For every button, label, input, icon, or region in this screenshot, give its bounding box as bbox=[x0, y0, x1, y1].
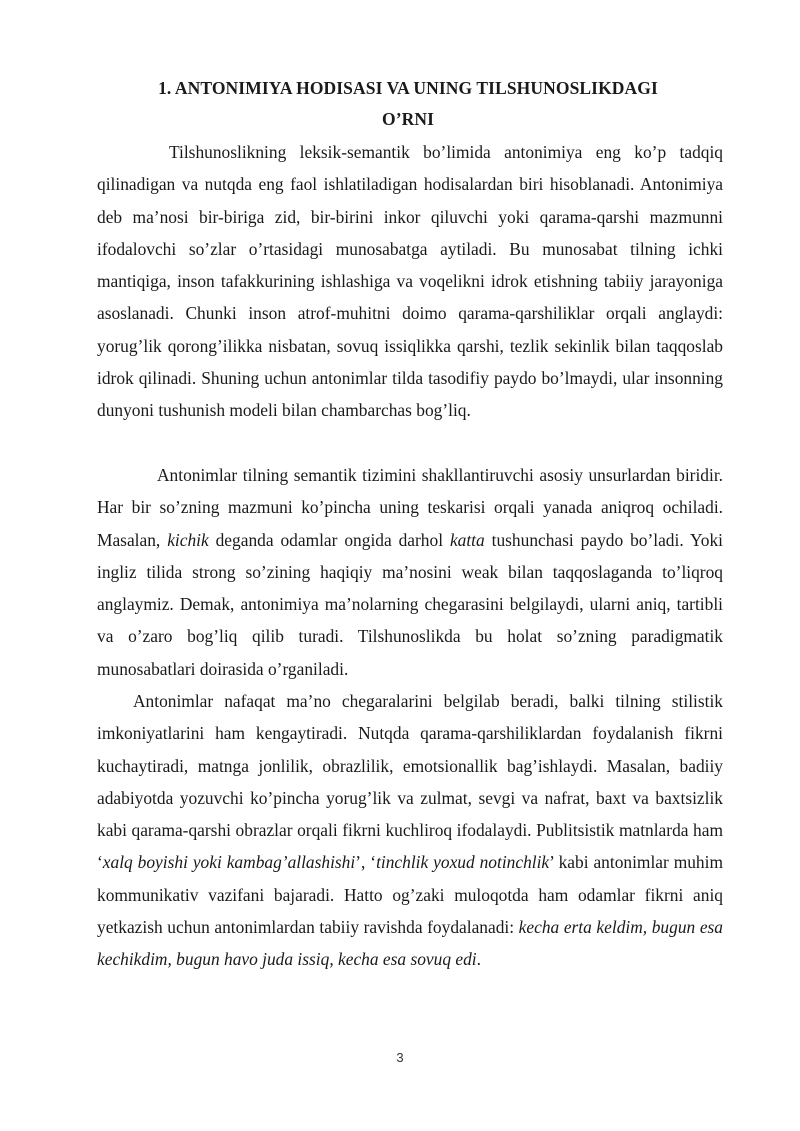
heading-line-1: 1. ANTONIMIYA HODISASI VA UNING TILSHUNOSLIKDAGI bbox=[158, 78, 658, 98]
paragraph-3-italic-2: tinchlik yoxud notinchlik bbox=[376, 852, 550, 873]
paragraph-3-text-4: . bbox=[476, 949, 481, 970]
paragraph-3-text-2: ’, ‘ bbox=[355, 852, 377, 873]
paragraph-2-text-2: deganda odamlar ongida darhol bbox=[208, 529, 450, 550]
paragraph-2-italic-2: katta bbox=[449, 529, 485, 550]
heading-line-2: O’RNI bbox=[381, 109, 435, 129]
paragraph-3-italic-1: xalq boyishi yoki kambag’allashishi bbox=[102, 852, 356, 873]
paragraph-2 bbox=[97, 459, 723, 685]
paragraph-2-text-1: Antonimlar tilning semantik tizimini shakllantiruvchi asosiy unsurlardan biridir. Har bir so’zning mazmuni ko’pincha uning teskarisi orqali yanada aniqroq ochiladi. Masalan, bbox=[97, 465, 723, 550]
paragraph-3-italic-3: kecha erta keldim, bugun esa kechikdim, bugun havo juda issiq, kecha esa sovuq edi bbox=[97, 917, 723, 970]
paragraph-2-text-3: tushunchasi paydo bo’ladi. Yoki ingliz tilida strong so’zining haqiqiy ma’nosini weak bilan taqqoslaganda to’liqroq anglaymiz. Demak, antonimiya ma’nolarning chegarasini belgilaydi, ularni aniq, tartibli va o’zaro bog’liq qilib turadi. Tilshunoslikda bu holat so’zning paradigmatik munosabatlari doirasida o’rganiladi. bbox=[97, 529, 723, 679]
page-number: 3 bbox=[396, 1050, 404, 1065]
paragraph-3 bbox=[97, 685, 723, 976]
paragraph-3-text-1: Antonimlar nafaqat ma’no chegaralarini belgilab beradi, balki tilning stilistik imkoniyatlarini ham kengaytiradi. Nutqda qarama-qarshiliklardan foydalanish fikrni kuchaytiradi, matnga jonlilik, obrazlilik, emotsionallik bag’ishlaydi. Masalan, badiiy adabiyotda yozuvchi ko’pincha yorug’lik va zulmat, sevgi va nafrat, baxt va baxtsizlik kabi qarama-qarshi obrazlar orqali fikrni kuchliroq ifodalaydi. Publitsistik matnlarda ham ‘ bbox=[97, 691, 723, 873]
paragraph-1: Tilshunoslikning leksik-semantik bo’limida antonimiya eng ko’p tadqiq qilinadigan va nutqda eng faol ishlatiladigan hodisalardan biri hisoblanadi. Antonimiya deb ma’nosi bir-biriga zid, bir-birini inkor qiluvchi yoki qarama-qarshi mazmunni ifodalovchi so’zlar o’rtasidagi munosabatga aytiladi. Bu munosabat tilning ichki mantiqiga, inson tafakkurining ishlashiga va voqelikni idrok etishning tabiiy jarayoniga asoslanadi. Chunki inson atrof-muhitni doimo qarama-qarshiliklar orqali anglaydi: yorug’lik qorong’ilikka nisbatan, sovuq issiqlikka qarshi, tezlik sekinlik bilan taqqoslab idrok qilinadi. Shuning uchun antonimlar tilda tasodifiy paydo bo’lmaydi, ular insonning dunyoni tushunish modeli bilan chambarchas bog’liq. bbox=[97, 142, 723, 421]
paragraph-2-italic-1: kichik bbox=[167, 529, 209, 550]
paragraph-3-text-3: ’ kabi antonimlar muhim kommunikativ vazifani bajaradi. Hatto og’zaki muloqotda ham odamlar fikrni aniq yetkazish uchun antonimlardan tabiiy ravishda foydalanadi: bbox=[97, 852, 723, 938]
